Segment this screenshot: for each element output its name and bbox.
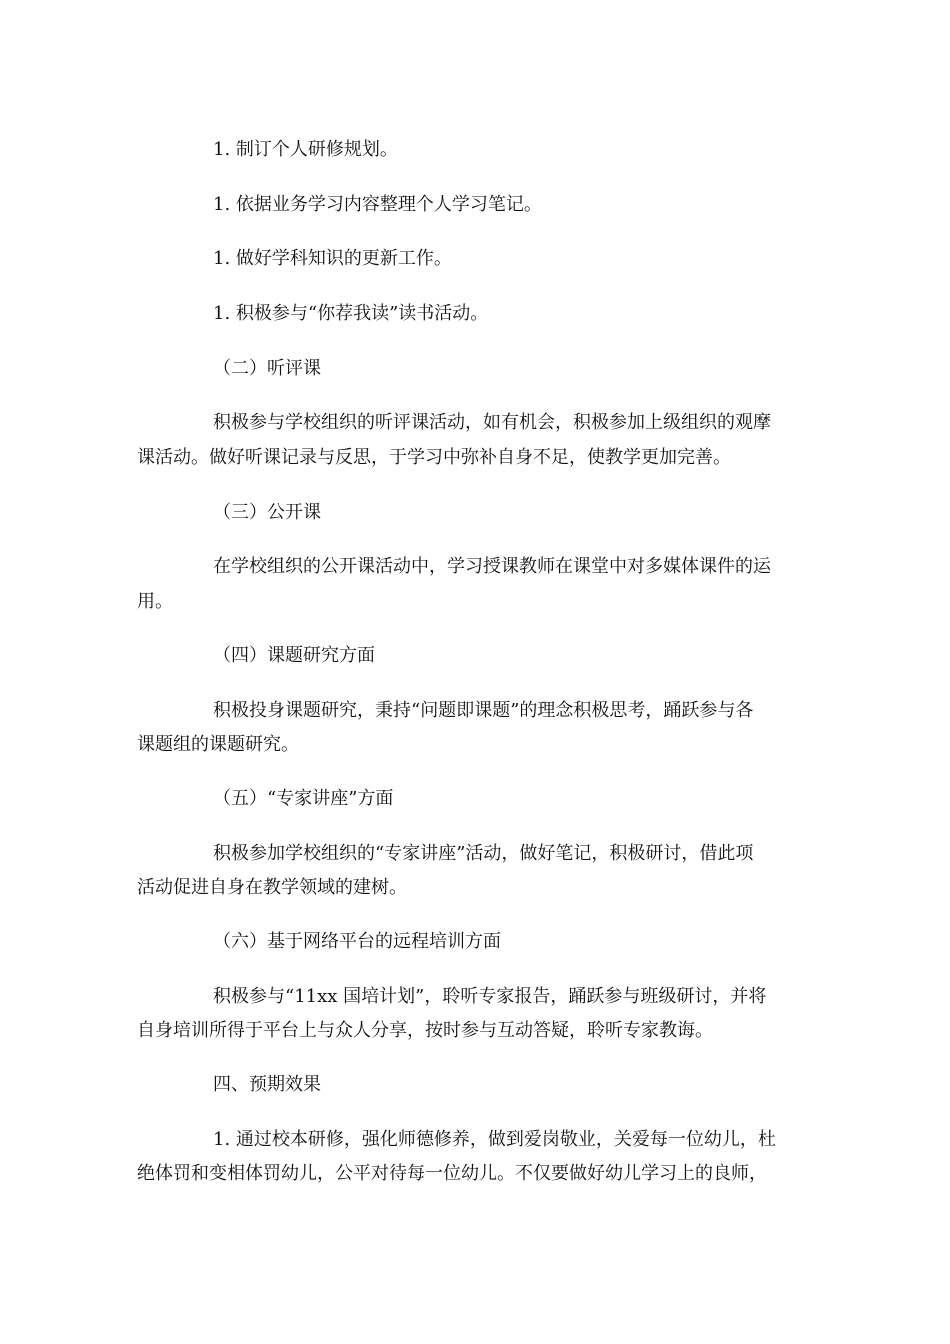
paragraph-remote-training-line-2: 自身培训所得于平台上与众人分享，按时参与互动答疑，聆听专家教诲。 <box>137 1020 713 1041</box>
list-item-study-plan: 1. 制订个人研修规划。 <box>213 139 398 160</box>
list-item-knowledge-update: 1. 做好学科知识的更新工作。 <box>213 248 452 269</box>
list-item-study-notes: 1. 依据业务学习内容整理个人学习笔记。 <box>213 194 542 215</box>
paragraph-expert-lecture-line-2: 活动促进自身在教学领域的建树。 <box>137 877 407 898</box>
paragraph-expected-results-line-1: 1. 通过校本研修，强化师德修养，做到爱岗敬业，关爱每一位幼儿，杜 <box>213 1129 776 1150</box>
paragraph-research-line-1: 积极投身课题研究，秉持“问题即课题”的理念积极思考，踊跃参与各 <box>213 700 754 721</box>
section-heading-expert-lecture: （五）“专家讲座”方面 <box>213 788 394 809</box>
section-heading-expected-results: 四、预期效果 <box>213 1074 321 1095</box>
paragraph-expert-lecture-line-1: 积极参加学校组织的“专家讲座”活动，做好笔记，积极研讨，借此项 <box>213 843 754 864</box>
paragraph-remote-training-line-1: 积极参与“11xx 国培计划”，聆听专家报告，踊跃参与班级研讨，并将 <box>213 986 767 1007</box>
paragraph-open-class-line-1: 在学校组织的公开课活动中，学习授课教师在课堂中对多媒体课件的运 <box>213 556 771 577</box>
section-heading-remote-training: （六）基于网络平台的远程培训方面 <box>213 931 501 952</box>
section-heading-lesson-evaluation: （二）听评课 <box>213 358 321 379</box>
paragraph-lesson-evaluation-line-2: 课活动。做好听课记录与反思，于学习中弥补自身不足，使教学更加完善。 <box>137 447 731 468</box>
section-heading-open-class: （三）公开课 <box>213 502 321 523</box>
paragraph-open-class-line-2: 用。 <box>137 591 173 612</box>
paragraph-research-line-2: 课题组的课题研究。 <box>137 734 299 755</box>
paragraph-expected-results-line-2: 绝体罚和变相体罚幼儿，公平对待每一位幼儿。不仅要做好幼儿学习上的良师， <box>137 1163 767 1184</box>
list-item-reading-activity: 1. 积极参与“你荐我读”读书活动。 <box>213 303 489 324</box>
section-heading-research: （四）课题研究方面 <box>213 645 375 666</box>
paragraph-lesson-evaluation-line-1: 积极参与学校组织的听评课活动，如有机会，积极参加上级组织的观摩 <box>213 412 771 433</box>
